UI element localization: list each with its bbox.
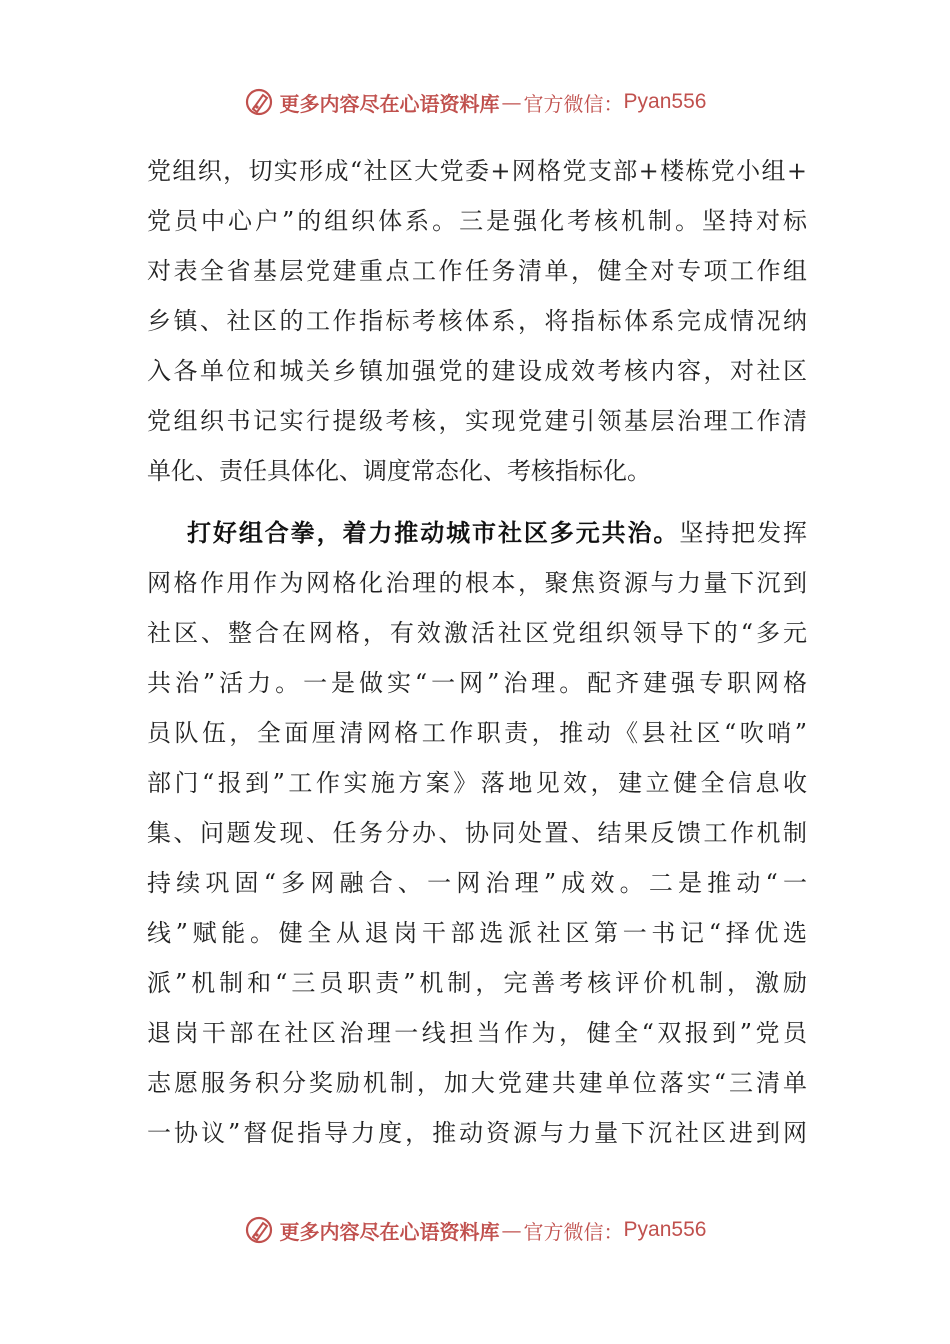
footer-banner	[0, 1210, 950, 1250]
header-banner	[0, 82, 950, 122]
footer-main-text: 更多内容尽在心语资料库	[279, 1219, 500, 1244]
paragraph-2-line: 部门“报到”工作实施方案》落地见效，建立健全信息收	[147, 769, 807, 797]
header-separator: —	[501, 90, 522, 114]
paragraph-1-line: 入各单位和城关乡镇加强党的建设成效考核内容，对社区	[147, 357, 807, 385]
paragraph-1-line: 党员中心户”的组织体系。三是强化考核机制。坚持对标	[147, 207, 807, 235]
paragraph-2-line: 集、问题发现、任务分办、协同处置、结果反馈工作机制	[147, 819, 807, 847]
paragraph-1-line: 党组织书记实行提级考核，实现党建引领基层治理工作清	[147, 407, 807, 435]
paragraph-2-line: 一协议”督促指导力度，推动资源与力量下沉社区进到网	[147, 1119, 807, 1147]
paragraph-2-line: 持续巩固“多网融合、一网治理”成效。二是推动“一	[147, 869, 807, 897]
paragraph-2-line: 退岗干部在社区治理一线担当作为，健全“双报到”党员	[147, 1019, 807, 1047]
paragraph-2-line: 员队伍，全面厘清网格工作职责，推动《县社区“吹哨”	[147, 719, 807, 747]
paragraph-1-line: 对表全省基层党建重点工作任务清单，健全对专项工作组	[147, 257, 807, 285]
footer-wechat-label: 官方微信：	[523, 1219, 624, 1244]
paragraph-2-first-line-rest: 坚持把发挥	[679, 519, 807, 547]
paragraph-1-line: 党组织，切实形成“社区大党委+网格党支部+楼栋党小组+	[147, 157, 807, 185]
header-wechat-id: Pyan556	[623, 90, 707, 113]
header-main-text: 更多内容尽在心语资料库	[279, 91, 500, 116]
paragraph-1-line: 单化、责任具体化、调度常态化、考核指标化。	[147, 457, 651, 485]
paragraph-2-line: 社区、整合在网格，有效激活社区党组织领导下的“多元	[147, 619, 807, 647]
pen-nib-logo-icon	[244, 1215, 274, 1245]
footer-separator: —	[501, 1218, 522, 1242]
paragraph-1	[147, 146, 807, 496]
paragraph-2-line: 派”机制和“三员职责”机制，完善考核评价机制，激励	[147, 969, 807, 997]
pen-nib-logo-icon	[244, 87, 274, 117]
paragraph-2-line: 网格作用作为网格化治理的根本，聚焦资源与力量下沉到	[147, 569, 807, 597]
paragraph-2-heading: 打好组合拳，着力推动城市社区多元共治。	[187, 518, 680, 547]
paragraph-2-line: 志愿服务积分奖励机制，加大党建共建单位落实“三清单	[147, 1069, 807, 1097]
paragraph-gap	[147, 496, 807, 508]
footer-wechat-id: Pyan556	[623, 1218, 707, 1241]
document-body	[147, 146, 807, 1158]
paragraph-2-first-line	[147, 508, 807, 558]
paragraph-2	[147, 508, 807, 1158]
paragraph-1-line: 乡镇、社区的工作指标考核体系，将指标体系完成情况纳	[147, 307, 807, 335]
paragraph-2-line: 线”赋能。健全从退岗干部选派社区第一书记“择优选	[147, 919, 807, 947]
paragraph-2-line: 共治”活力。一是做实“一网”治理。配齐建强专职网格	[147, 669, 807, 697]
header-wechat-label: 官方微信：	[523, 91, 624, 116]
